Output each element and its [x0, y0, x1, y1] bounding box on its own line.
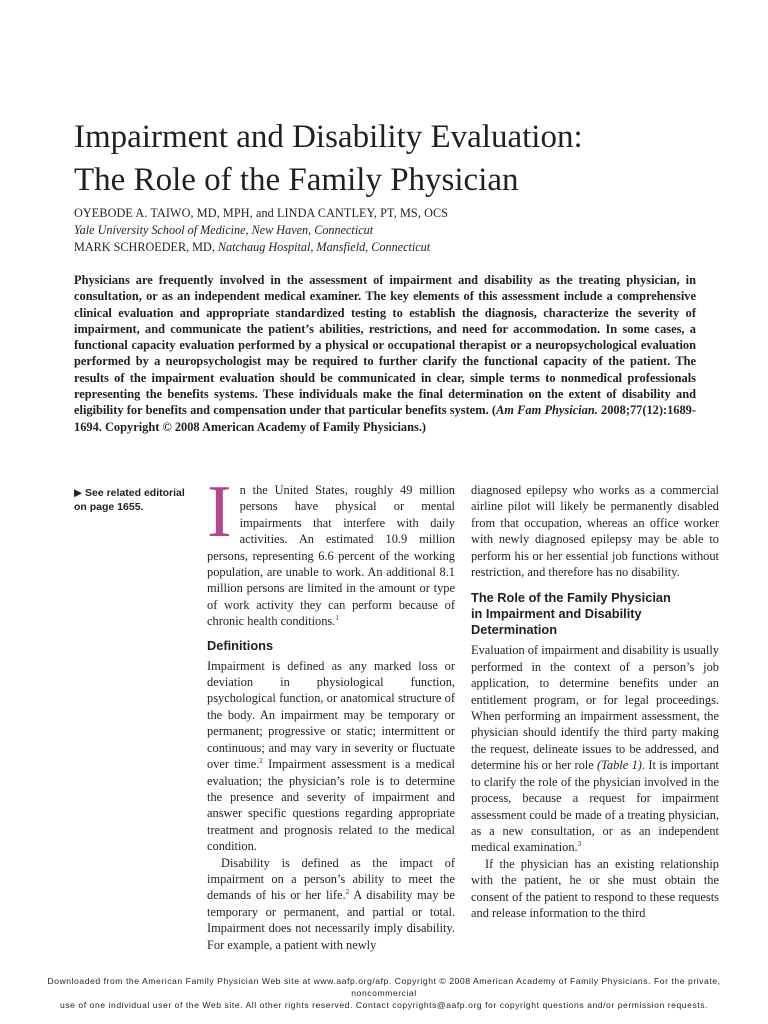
footer-line-2: use of one individual user of the Web site. All other rights reserved. Contact copyrights@aafp.org for copyright questions and/or permission requests. — [59, 1000, 709, 1010]
disability-definition-paragraph: Disability is defined as the impact of impairment on a person’s ability to meet the demands of his or her life.$^2$ A disability may be temporary or permanent, and partial or total. Impairment does not necessarily imply disability. For example, a patient with newly — [207, 855, 455, 952]
impairment-definition-paragraph: Impairment is defined as any marked loss or deviation in physiological function, psychological function, or anatomical structure of the body. An impairment may be temporary or permanent; progressive or static; intermittent or continuous; and may vary in severity or fluctuate over time.$^2$ Impairment assessment is a medical evaluation; the physician’s role is to determine the presence and severity of impairment and answer specific questions regarding appropriate treatment and prognosis related to the medical condition. — [207, 658, 455, 854]
footer-line-1: Downloaded from the American Family Physician Web site at www.aafp.org/afp. Copyright © 2008 American Academy of Family Physicians. For the private, noncommercial — [47, 976, 721, 998]
drop-cap: I — [207, 471, 232, 553]
play-arrow-icon: ▶ — [74, 487, 83, 499]
authors-line-1: OYEBODE A. TAIWO, MD, MPH, and LINDA CANTLEY, PT, MS, OCS — [74, 206, 449, 220]
article-title — [74, 116, 714, 202]
affiliation-2: Natchaug Hospital, Mansfield, Connecticut — [217, 240, 431, 254]
title-line-2: The Role of the Family Physician — [74, 162, 519, 198]
reference-1[interactable]: 1 — [335, 614, 339, 623]
author-block — [74, 205, 714, 256]
abstract-citation: (Am Fam Physician. 2008;77(12):1689-1694. Copyright © 2008 American Academy of Family Physicians.) — [74, 403, 697, 434]
copyright-footer — [30, 975, 738, 1011]
title-line-1: Impairment and Disability Evaluation: — [74, 119, 583, 155]
definitions-heading: Definitions — [207, 637, 274, 653]
abstract-body: Physicians are frequently involved in the assessment of impairment and disability as the treating physician, in consultation, or as an independent medical examiner. The key elements of this assessment include a comprehensive clinical evaluation and appropriate standardized testing to establish the diagnosis, characterize the severity of impairment, and communicate the patient’s abilities, restrictions, and need for accommodation. In some cases, a functional capacity evaluation performed by a physical or occupational therapist or a neuropsychological evaluation performed by a neuropsychologist may be required to further clarify the functional capacity of the patient. The results of the impairment evaluation should be communicated in clear, simple terms to nonmedical professionals representing the benefits systems. These individuals make the final determination on the extent of disability and eligibility for benefits and compensation under that particular benefits system. — [74, 273, 696, 418]
role-heading: The Role of the Family Physician in Impairment and Disability Determination — [471, 590, 671, 638]
reference-2b[interactable]: 2 — [345, 888, 350, 897]
body-column-1 — [207, 471, 455, 953]
table-1-link[interactable]: (Table 1) — [597, 758, 642, 773]
intro-paragraph: In the United States, roughly 49 million persons have physical or mental impairments that interfere with daily activities. An estimated 10.9 million persons, representing 6.6 percent of the working population, are unable to work. An additional 8.1 million persons are limited in the amount or type of work activity they can perform because of chronic health conditions.$^1$ — [207, 471, 455, 629]
related-editorial-note[interactable] — [74, 486, 194, 514]
affiliation-1: Yale University School of Medicine, New Haven, Connecticut — [74, 223, 374, 237]
epilepsy-example-paragraph: diagnosed epilepsy who works as a commercial airline pilot will likely be permanently disabled from that occupation, whereas an office worker with newly diagnosed epilepsy may be able to perform his or her essential job functions without restriction, and therefore has no disability. — [471, 483, 719, 580]
editorial-line-2: on page 1655. — [74, 501, 144, 513]
reference-3[interactable]: 3 — [577, 840, 582, 849]
abstract — [74, 272, 696, 435]
reference-2[interactable]: 2 — [259, 756, 263, 765]
consent-paragraph: If the physician has an existing relationship with the patient, he or she must obtain the consent of the patient to respond to these requests and release information to the third — [471, 856, 719, 920]
author-3: MARK SCHROEDER, MD, — [74, 240, 215, 254]
body-column-2 — [471, 482, 719, 921]
authors-line-2 — [74, 239, 714, 256]
evaluation-paragraph: Evaluation of impairment and disability is usually performed in the context of a person’s job application, to determine benefits under an entitlement program, or for legal proceedings. When performing an impairment assessment, the physician should identify the third party making the request, delineate issues to be addressed, and determine his or her role (Table 1). It is important to clarify the role of the physician involved in the process, because a request for impairment assessment could be made of a treating physician, as a new consultation, or as an independent medical examination.$^3$ — [471, 643, 719, 855]
editorial-line-1: See related editorial — [85, 487, 185, 499]
